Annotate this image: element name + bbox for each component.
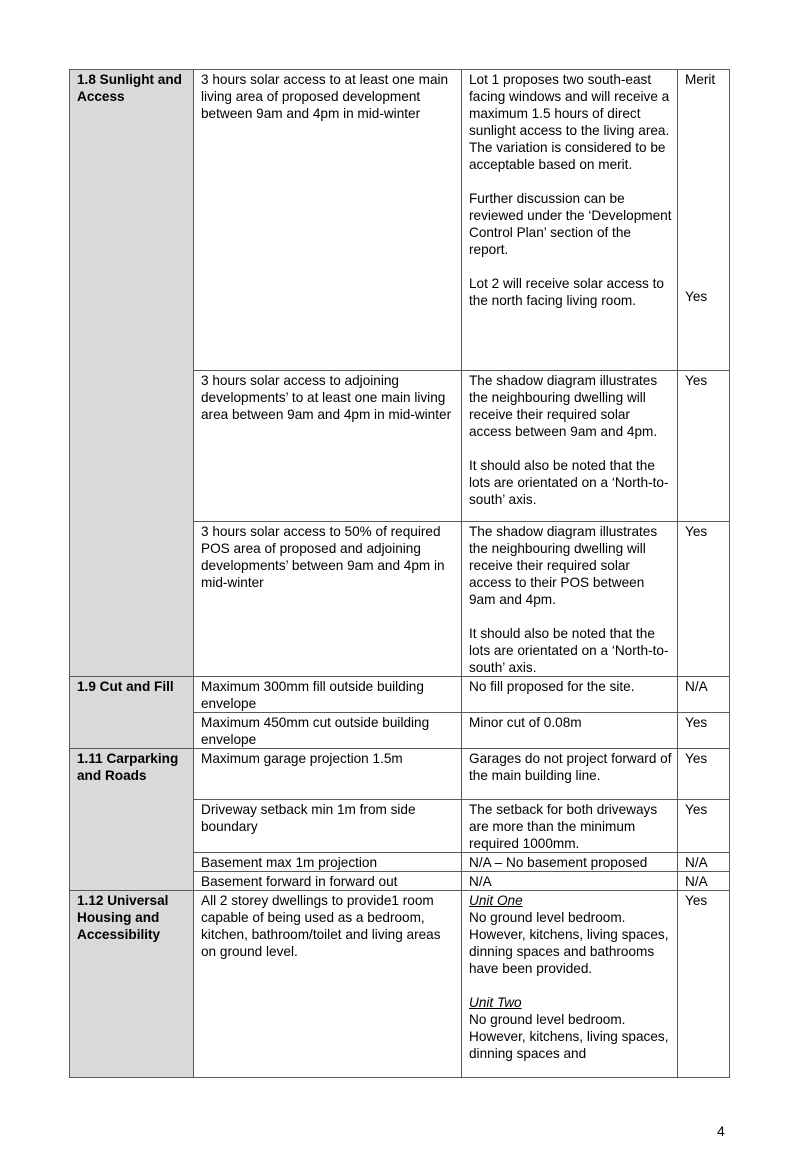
- table-row: [70, 677, 730, 713]
- compliance-cell: Yes: [678, 800, 730, 853]
- compliance-value: Yes: [685, 289, 708, 304]
- compliance-cell: Yes: [678, 371, 730, 522]
- requirement-cell: Basement max 1m projection: [194, 853, 462, 872]
- response-text: No ground level bedroom. However, kitchens, living spaces, dinning spaces and bathrooms have been provided.: [469, 910, 669, 976]
- response-cell: [462, 371, 678, 522]
- response-text: The shadow diagram illustrates the neighbouring dwelling will receive their required solar access to their POS between 9am and 4pm.: [469, 524, 658, 607]
- response-cell: Garages do not project forward of the main building line.: [462, 749, 678, 800]
- compliance-cell: Yes: [678, 891, 730, 1078]
- requirement-cell: Maximum 300mm fill outside building envelope: [194, 677, 462, 713]
- compliance-value: Merit: [685, 72, 716, 87]
- response-cell: [462, 522, 678, 677]
- compliance-table: [69, 69, 730, 1078]
- response-cell: [462, 70, 678, 371]
- response-text: The variation is considered to be acceptable based on merit.: [469, 140, 666, 172]
- response-text: No ground level bedroom. However, kitchens, living spaces, dinning spaces and: [469, 1012, 669, 1061]
- response-text: Lot 2 will receive solar access to the north facing living room.: [469, 276, 664, 308]
- response-text: It should also be noted that the lots are orientated on a ‘North-to-south’ axis.: [469, 458, 669, 507]
- table-row: [70, 891, 730, 1078]
- compliance-cell: Yes: [678, 522, 730, 677]
- unit-heading: Unit Two: [469, 995, 522, 1010]
- response-cell: No fill proposed for the site.: [462, 677, 678, 713]
- requirement-cell: 3 hours solar access to 50% of required POS area of proposed and adjoining developments’ between 9am and 4pm in mid-winter: [194, 522, 462, 677]
- requirement-cell: 3 hours solar access to at least one main living area of proposed development between 9am and 4pm in mid-winter: [194, 70, 462, 371]
- unit-heading: Unit One: [469, 893, 523, 908]
- response-cell: Minor cut of 0.08m: [462, 713, 678, 749]
- compliance-cell: [678, 70, 730, 371]
- compliance-cell: N/A: [678, 677, 730, 713]
- compliance-cell: Yes: [678, 749, 730, 800]
- requirement-cell: Basement forward in forward out: [194, 872, 462, 891]
- requirement-cell: All 2 storey dwellings to provide1 room capable of being used as a bedroom, kitchen, bathroom/toilet and living areas on ground level.: [194, 891, 462, 1078]
- requirement-cell: 3 hours solar access to adjoining developments’ to at least one main living area between 9am and 4pm in mid-winter: [194, 371, 462, 522]
- response-text: Further discussion can be reviewed under the ‘Development Control Plan’ section of the report.: [469, 191, 672, 257]
- page-number: 4: [717, 1123, 725, 1139]
- response-text: Lot 1 proposes two south-east facing windows and will receive a maximum 1.5 hours of direct sunlight access to the living area.: [469, 72, 670, 138]
- requirement-cell: Driveway setback min 1m from side boundary: [194, 800, 462, 853]
- requirement-cell: Maximum 450mm cut outside building envelope: [194, 713, 462, 749]
- compliance-cell: N/A: [678, 872, 730, 891]
- response-cell: N/A: [462, 872, 678, 891]
- section-cell: 1.9 Cut and Fill: [70, 677, 194, 749]
- section-cell: 1.8 Sunlight and Access: [70, 70, 194, 677]
- response-cell: The setback for both driveways are more than the minimum required 1000mm.: [462, 800, 678, 853]
- section-cell: 1.11 Carparking and Roads: [70, 749, 194, 891]
- response-cell: [462, 891, 678, 1078]
- compliance-cell: Yes: [678, 713, 730, 749]
- response-cell: N/A – No basement proposed: [462, 853, 678, 872]
- compliance-cell: N/A: [678, 853, 730, 872]
- section-cell: 1.12 Universal Housing and Accessibility: [70, 891, 194, 1078]
- table-row: [70, 749, 730, 800]
- response-text: The shadow diagram illustrates the neighbouring dwelling will receive their required solar access between 9am and 4pm.: [469, 373, 658, 439]
- table-row: [70, 70, 730, 371]
- response-text: It should also be noted that the lots are orientated on a ‘North-to-south’ axis.: [469, 626, 669, 675]
- requirement-cell: Maximum garage projection 1.5m: [194, 749, 462, 800]
